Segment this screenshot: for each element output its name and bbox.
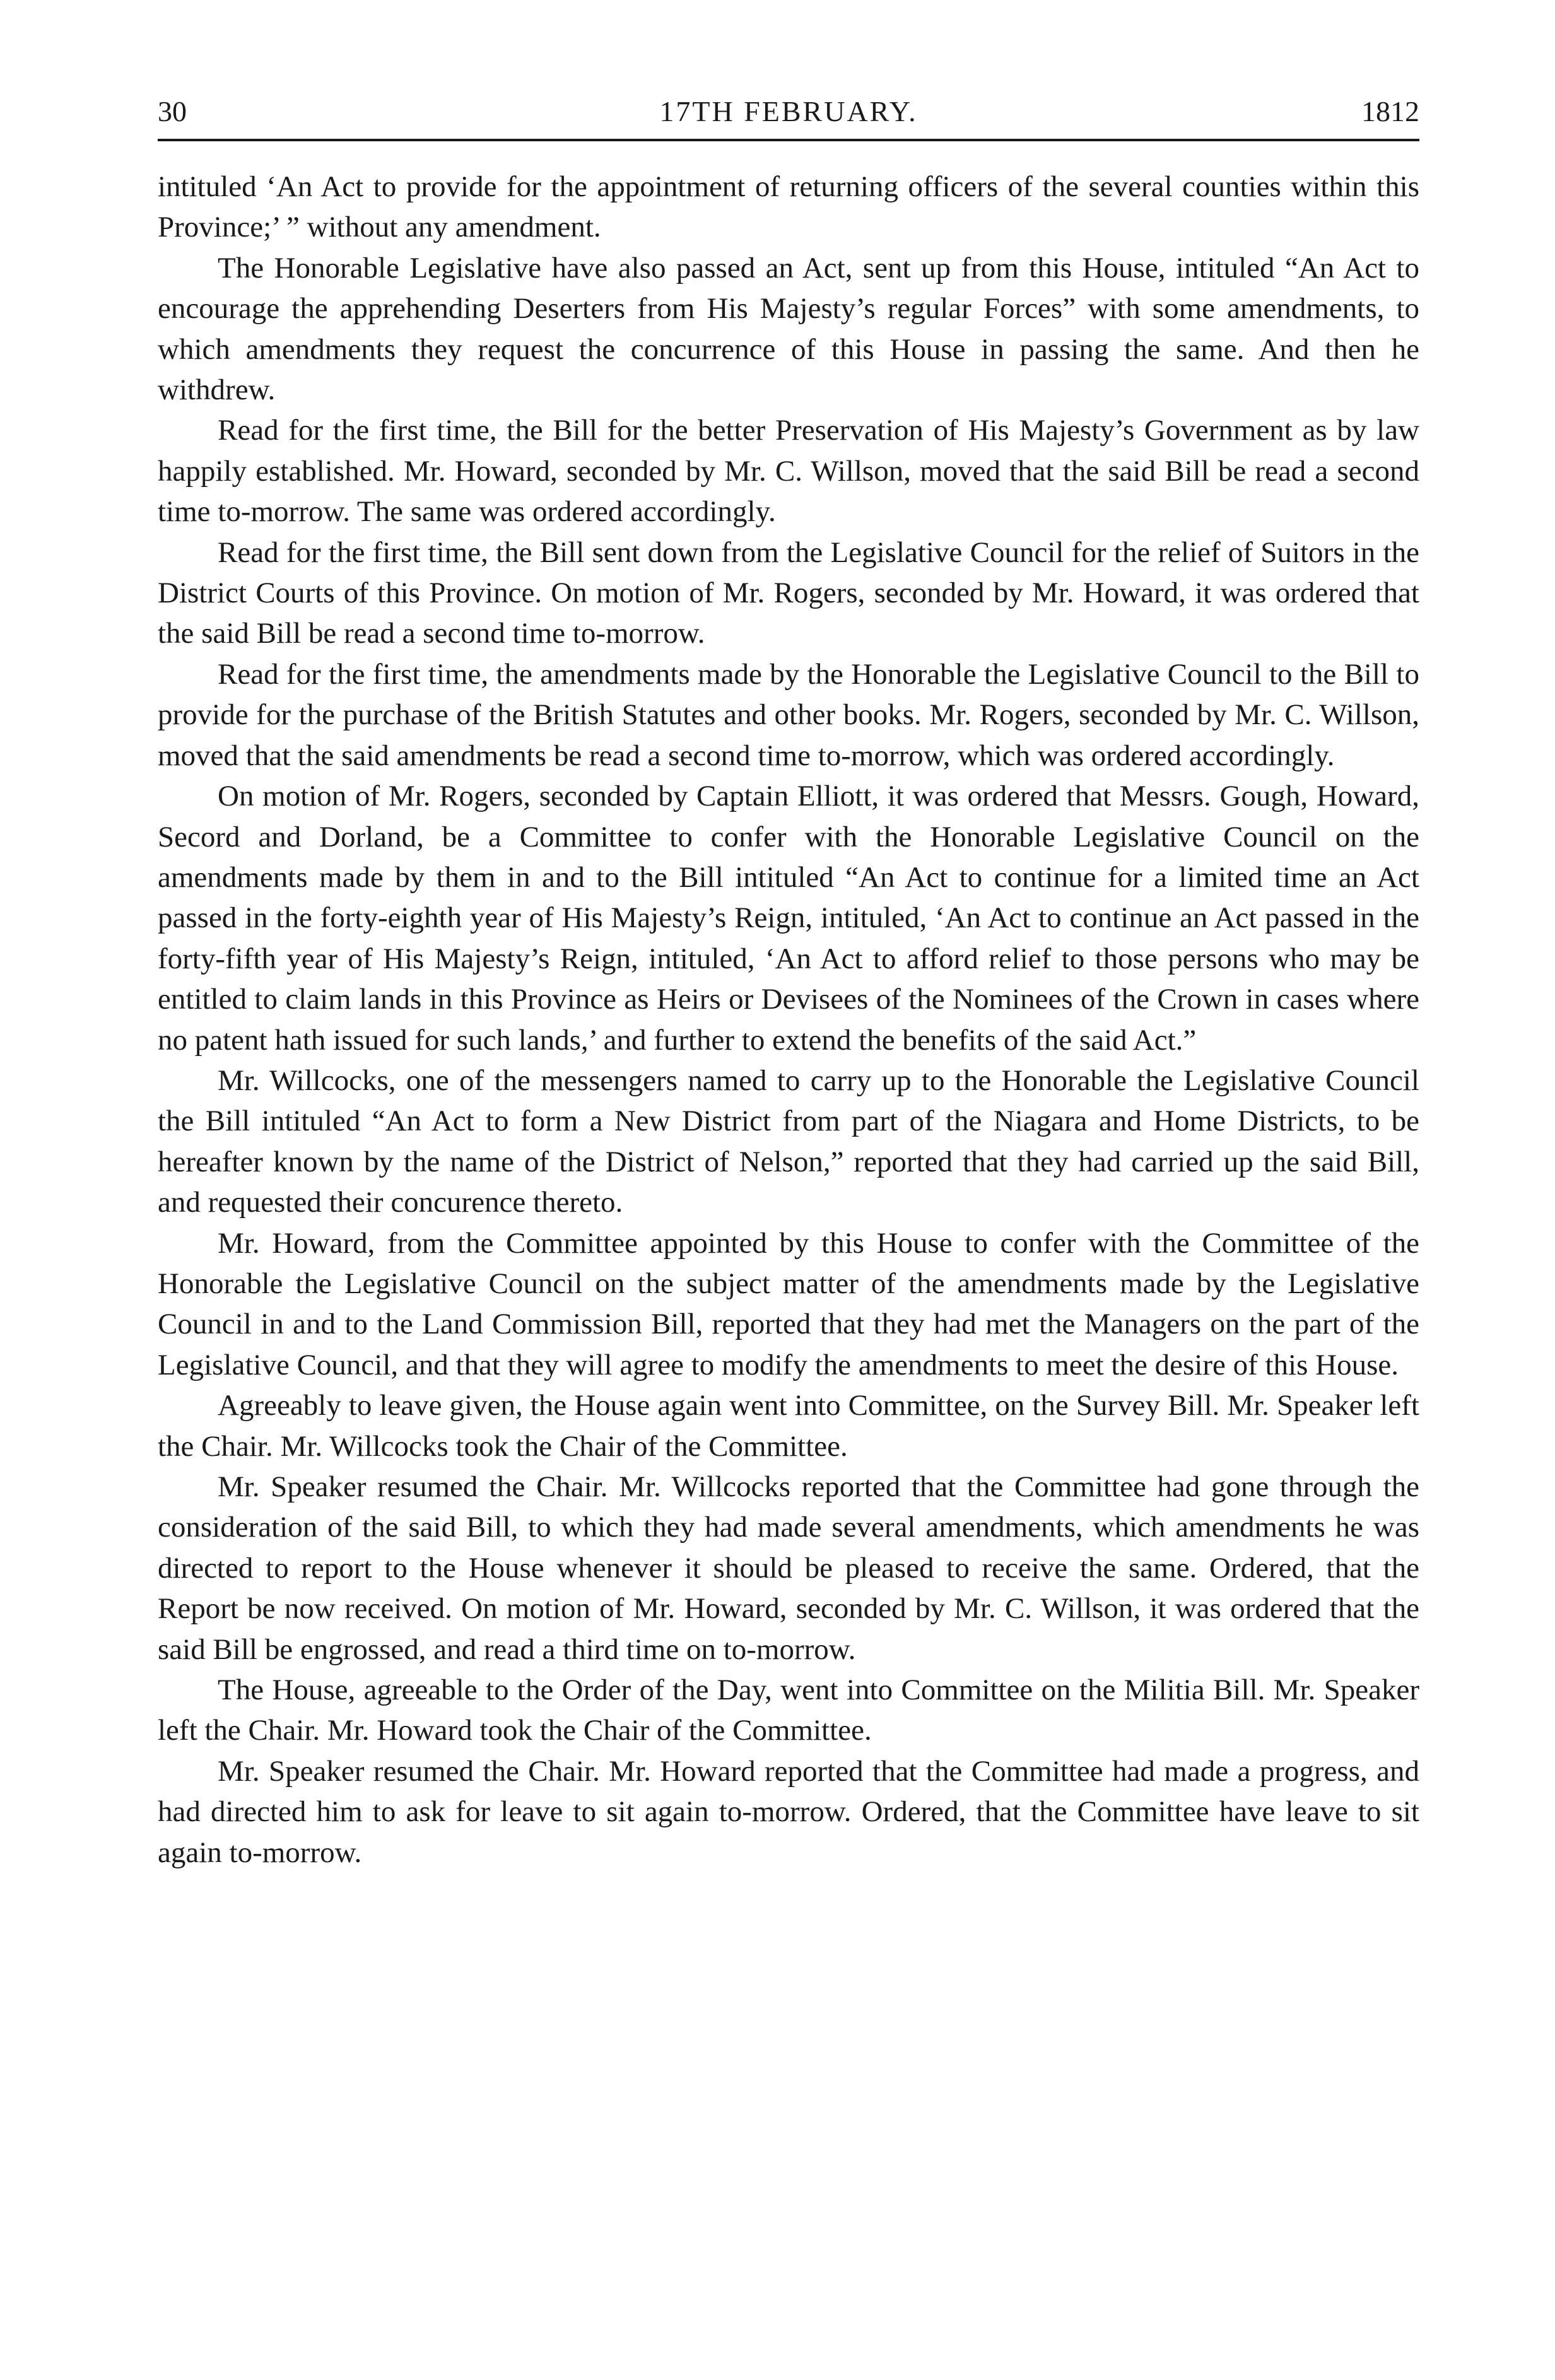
header-rule: [158, 139, 1419, 141]
paragraph: On motion of Mr. Rogers, seconded by Captain Elliott, it was ordered that Messrs. Gough, Howard, Secord and Dorland, be a Committee to confer with the Honorable Legislative Council on the amendments made by them in and to the Bill intituled “An Act to continue for a limited time an Act passed in the forty-eighth year of His Majesty’s Reign, intituled, ‘An Act to continue an Act passed in the forty-fifth year of His Majesty’s Reign, intituled, ‘An Act to afford relief to those persons who may be entitled to claim lands in this Province as Heirs or Devisees of the Nominees of the Crown in cases where no patent hath issued for such lands,’ and further to extend the benefits of the said Act.”: [158, 780, 1419, 1057]
paragraph: intituled ‘An Act to provide for the appointment of returning officers of the several counties within this Province;’ ” without any amendment.: [158, 170, 1419, 244]
paragraph: Read for the first time, the Bill for the better Preservation of His Majesty’s Government as by law happily established. Mr. Howard, seconded by Mr. C. Willson, moved that the said Bill be read a second time to-morrow. The same was ordered accordingly.: [158, 414, 1419, 529]
paragraph: Mr. Willcocks, one of the messengers named to carry up to the Honorable the Legislative Council the Bill intituled “An Act to form a New District from part of the Niagara and Home Districts, to be hereafter known by the name of the District of Nelson,” reported that they had carried up the said Bill, and requested their concurence thereto.: [158, 1064, 1419, 1219]
page-number: 30: [158, 95, 187, 127]
paragraph: Agreeably to leave given, the House again went into Committee, on the Survey Bill. Mr. Speaker left the Chair. Mr. Willcocks took the Chair of the Committee.: [158, 1389, 1419, 1463]
paragraph: Read for the first time, the amendments made by the Honorable the Legislative Council to the Bill to provide for the purchase of the British Statutes and other books. Mr. Rogers, seconded by Mr. C. Willson, moved that the said amendments be read a second time to-morrow, which was ordered accordingly.: [158, 657, 1419, 772]
page-header: [158, 82, 1419, 139]
document-page: [158, 82, 1419, 1873]
journal-text: [158, 167, 1419, 1873]
paragraph: Mr. Howard, from the Committee appointed by this House to confer with the Committee of the Honorable the Legislative Council on the subject matter of the amendments made by the Legislative Council in and to the Land Commission Bill, reported that they had met the Managers on the part of the Legislative Council, and that they will agree to modify the amendments to meet the desire of this House.: [158, 1226, 1419, 1381]
running-title: 17TH FEBRUARY.: [659, 95, 918, 127]
header-year: 1812: [1361, 95, 1419, 127]
paragraph: The House, agreeable to the Order of the Day, went into Committee on the Militia Bill. Mr. Speaker left the Chair. Mr. Howard took the Chair of the Committee.: [158, 1674, 1419, 1747]
paragraph: Mr. Speaker resumed the Chair. Mr. Howard reported that the Committee had made a progress, and had directed him to ask for leave to sit again to-morrow. Ordered, that the Committee have leave to sit again to-morrow.: [158, 1754, 1419, 1869]
paragraph: Mr. Speaker resumed the Chair. Mr. Willcocks reported that the Committee had gone through the consideration of the said Bill, to which they had made several amendments, which amendments he was directed to report to the House whenever it should be pleased to receive the same. Ordered, that the Report be now received. On motion of Mr. Howard, seconded by Mr. C. Willson, it was ordered that the said Bill be engrossed, and read a third time on to-morrow.: [158, 1470, 1419, 1666]
paragraph: Read for the first time, the Bill sent down from the Legislative Council for the relief of Suitors in the District Courts of this Province. On motion of Mr. Rogers, seconded by Mr. Howard, it was ordered that the said Bill be read a second time to-morrow.: [158, 536, 1419, 650]
paragraph: The Honorable Legislative have also passed an Act, sent up from this House, intituled “An Act to encourage the apprehending Deserters from His Majesty’s regular Forces” with some amendments, to which amendments they request the concurrence of this House in passing the same. And then he withdrew.: [158, 251, 1419, 407]
